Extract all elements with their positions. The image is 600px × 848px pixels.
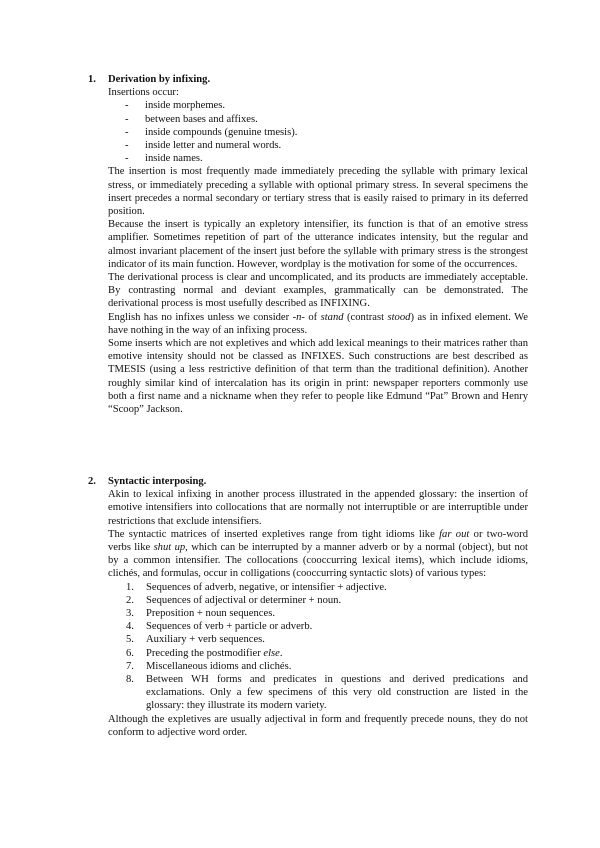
colligation-types-list — [108, 581, 528, 713]
list-item: - inside letter and numeral words. — [125, 140, 282, 152]
insertion-list — [108, 99, 528, 165]
section-heading — [88, 475, 528, 488]
list-item: 6. Preceding the postmodifier else. — [126, 647, 283, 659]
paragraph-syntactic-matrices: The syntactic matrices of inserted expletives range from tight idioms like far out or two-word verbs like shut up, which can be interrupted by a manner adverb or by a normal (object), but not by a common intensifier. The collocations (cooccurring lexical items), which include idioms, clichés, and formulas, occur in colligations (cooccurring syntactic slots) of various types: — [108, 528, 528, 580]
list-item: - inside compounds (genuine tmesis). — [125, 126, 298, 138]
insertions-intro: Insertions occur: — [108, 87, 179, 99]
list-item: 3. Preposition + noun sequences. — [126, 608, 275, 620]
paragraph-tmesis: Some inserts which are not expletives and which add lexical meanings to their matrices rather than emotive intensity should not be classed as INFIXES. Such constructions are best described as TMESIS (using a less restrictive definition of that term than the traditional definition). Another roughly similar kind of intercalation has its origin in print: newspaper reporters commonly use both a first name and a nickname when they refer to people like Edmund “Pat” Brown and Henry “Scoop” Jackson. — [108, 338, 528, 416]
paragraph-derivational-process: The derivational process is clear and uncomplicated, and its products are immediately acceptable. By contrasting normal and deviant examples, grammatically can be demonstrated. The derivational process is most usefully described as INFIXING. — [108, 272, 528, 310]
list-item: 8. Between WH forms and predicates in questions and derived predications and exclamations. Only a few specimens of this very old construction are listed in the glossary: they illustrate its modern variety. — [126, 674, 528, 712]
section-derivation-by-infixing — [88, 73, 528, 416]
list-item: 4. Sequences of verb + particle or adverb. — [126, 621, 313, 633]
section-heading — [88, 73, 528, 86]
paragraph-stress-placement: The insertion is most frequently made immediately preceding the syllable with primary lexical stress, or immediately preceding a syllable with optional primary stress. In several specimens the insert precedes a normal secondary or tertiary stress that is easily raised to primary in its deferred position. — [108, 166, 528, 218]
list-item: 2. Sequences of adjectival or determiner + noun. — [126, 594, 342, 606]
section-title: Derivation by infixing. — [108, 74, 211, 85]
paragraph-lexical-infixing: Akin to lexical infixing in another process illustrated in the appended glossary: the insertion of emotive intensifiers into collocations that are normally not interruptible or are interruptible under restrictions that exclude intensifiers. — [108, 489, 528, 527]
list-item: 5. Auxiliary + verb sequences. — [126, 634, 265, 646]
list-item: - inside names. — [125, 153, 203, 165]
section-syntactic-interposing — [88, 475, 528, 739]
list-item: 7. Miscellaneous idioms and clichés. — [126, 660, 292, 672]
list-item: - inside morphemes. — [125, 100, 226, 112]
section-number: 2. — [88, 476, 96, 487]
paragraph-emotive-amplifier: Because the insert is typically an expletory intensifier, its function is that of an emotive stress amplifier. Sometimes repetition of part of the utterance indicates intensity, but the regular and almost invariant placement of the insert just before the syllable with primary stress is the strongest indicator of its main function. However, wordplay is the motivation for some of the occurrences. — [108, 219, 528, 270]
list-item: 1. Sequences of adverb, negative, or intensifier + adjective. — [126, 581, 387, 593]
section-number: 1. — [88, 74, 96, 85]
list-item: - between bases and affixes. — [125, 113, 258, 125]
section-title: Syntactic interposing. — [108, 476, 207, 487]
paragraph-closing: Although the expletives are usually adjectival in form and frequently precede nouns, they do not conform to adjective word order. — [108, 713, 528, 738]
paragraph-english-infixes: English has no infixes unless we consider -n- of stand (contrast stood) as in infixed element. We have nothing in the way of an infixing process. — [108, 311, 528, 336]
